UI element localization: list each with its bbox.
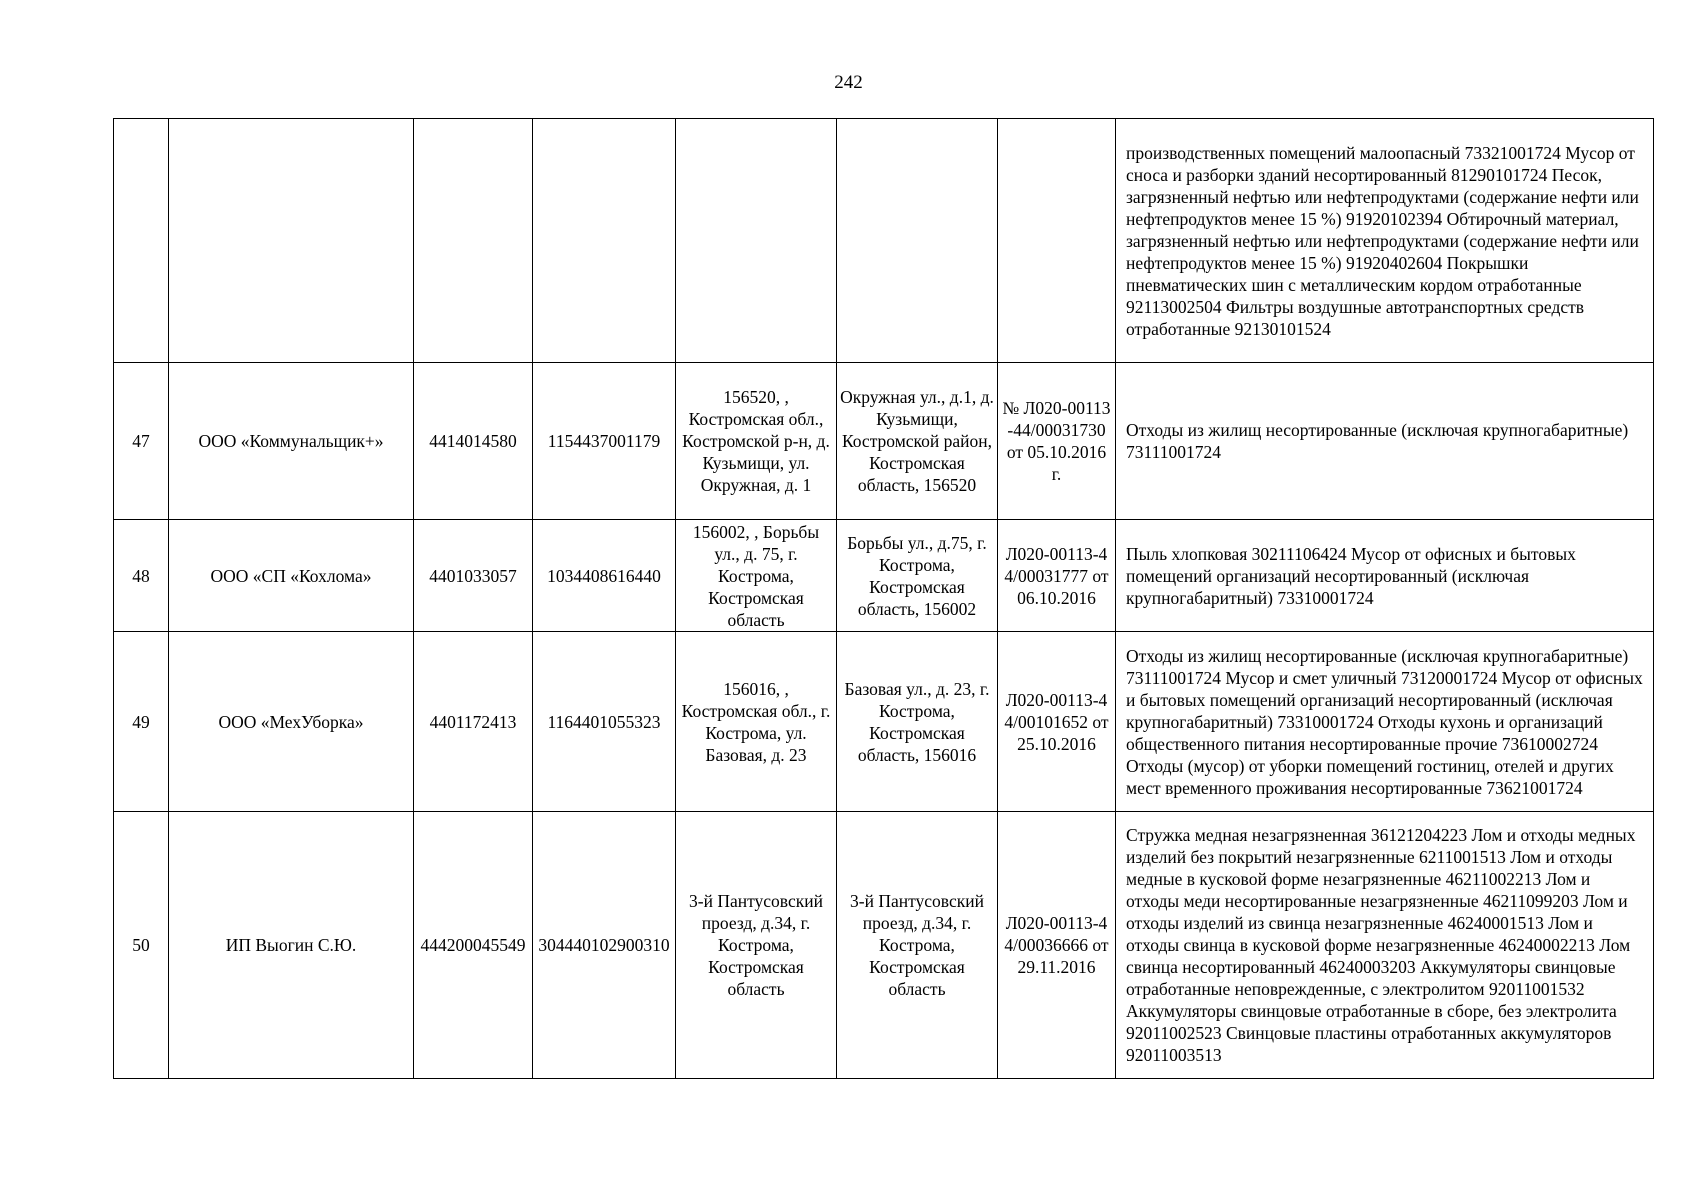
waste-types: Отходы из жилищ несортированные (исключая крупногабаритные) 73111001724 [1116, 363, 1654, 520]
site-address: Базовая ул., д. 23, г. Кострома, Костромская область, 156016 [837, 632, 998, 812]
legal-address: 156002, , Борьбы ул., д. 75, г. Кострома, Костромская область [676, 520, 837, 632]
waste-types: производственных помещений малоопасный 73321001724 Мусор от сноса и разборки зданий несортированный 81290101724 Песок, загрязненный нефтью или нефтепродуктами (содержание нефти или нефтепродуктов менее 15 %) 91920102394 Обтирочный материал, загрязненный нефтью или нефтепродуктами (содержание нефти или нефтепродуктов менее 15 %) 91920402604 Покрышки пневматических шин с металлическим кордом отработанные 92113002504 Фильтры воздушные автотранспортных средств отработанные 92130101524 [1116, 119, 1654, 363]
license-number: Л020-00113-44/00101652 от 25.10.2016 [998, 632, 1116, 812]
legal-address: 3-й Пантусовский проезд, д.34, г. Кострома, Костромская область [676, 812, 837, 1079]
site-address: Окружная ул., д.1, д. Кузьмищи, Костромской район, Костромская область, 156520 [837, 363, 998, 520]
ogrn: 1164401055323 [533, 632, 676, 812]
row-number: 50 [114, 812, 169, 1079]
row-number [114, 119, 169, 363]
site-address: 3-й Пантусовский проезд, д.34, г. Кострома, Костромская область [837, 812, 998, 1079]
inn: 4414014580 [414, 363, 533, 520]
inn: 4401172413 [414, 632, 533, 812]
waste-types: Пыль хлопковая 30211106424 Мусор от офисных и бытовых помещений организаций несортированный (исключая крупногабаритный) 73310001724 [1116, 520, 1654, 632]
table-row-continuation [114, 119, 1654, 363]
license-number: № Л020-00113-44/00031730 от 05.10.2016 г. [998, 363, 1116, 520]
waste-types: Стружка медная незагрязненная 36121204223 Лом и отходы медных изделий без покрытий незагрязненные 6211001513 Лом и отходы медные в кусковой форме незагрязненные 46211002213 Лом и отходы меди несортированные незагрязненные 46211099203 Лом и отходы изделий из свинца незагрязненные 46240001513 Лом и отходы свинца в кусковой форме незагрязненные 46240002213 Лом свинца несортированный 46240003203 Аккумуляторы свинцовые отработанные неповрежденные, с электролитом 92011001532 Аккумуляторы свинцовые отработанные в сборе, без электролита 92011002523 Свинцовые пластины отработанных аккумуляторов 92011003513 [1116, 812, 1654, 1079]
site-address [837, 119, 998, 363]
license-number [998, 119, 1116, 363]
legal-address [676, 119, 837, 363]
organization-name [169, 119, 414, 363]
legal-address: 156016, , Костромская обл., г. Кострома, ул. Базовая, д. 23 [676, 632, 837, 812]
organization-name: ООО «Коммунальщик+» [169, 363, 414, 520]
ogrn: 1034408616440 [533, 520, 676, 632]
row-number: 48 [114, 520, 169, 632]
organization-name: ООО «МехУборка» [169, 632, 414, 812]
table-row [114, 520, 1654, 632]
inn: 444200045549 [414, 812, 533, 1079]
table-row [114, 363, 1654, 520]
waste-types: Отходы из жилищ несортированные (исключая крупногабаритные) 73111001724 Мусор и смет уличный 73120001724 Мусор от офисных и бытовых помещений организаций несортированный (исключая крупногабаритный) 73310001724 Отходы кухонь и организаций общественного питания несортированные прочие 73610002724 Отходы (мусор) от уборки помещений гостиниц, отелей и других мест временного проживания несортированные 73621001724 [1116, 632, 1654, 812]
license-number: Л020-00113-44/00031777 от 06.10.2016 [998, 520, 1116, 632]
inn [414, 119, 533, 363]
waste-license-registry-table [113, 118, 1654, 1079]
site-address: Борьбы ул., д.75, г. Кострома, Костромская область, 156002 [837, 520, 998, 632]
license-number: Л020-00113-44/00036666 от 29.11.2016 [998, 812, 1116, 1079]
organization-name: ООО «СП «Кохлома» [169, 520, 414, 632]
row-number: 47 [114, 363, 169, 520]
inn: 4401033057 [414, 520, 533, 632]
organization-name: ИП Выогин С.Ю. [169, 812, 414, 1079]
table-row [114, 632, 1654, 812]
ogrn: 304440102900310 [533, 812, 676, 1079]
legal-address: 156520, , Костромская обл., Костромской р-н, д. Кузьмищи, ул. Окружная, д. 1 [676, 363, 837, 520]
page-number: 242 [834, 72, 863, 93]
ogrn [533, 119, 676, 363]
row-number: 49 [114, 632, 169, 812]
ogrn: 1154437001179 [533, 363, 676, 520]
table-row [114, 812, 1654, 1079]
